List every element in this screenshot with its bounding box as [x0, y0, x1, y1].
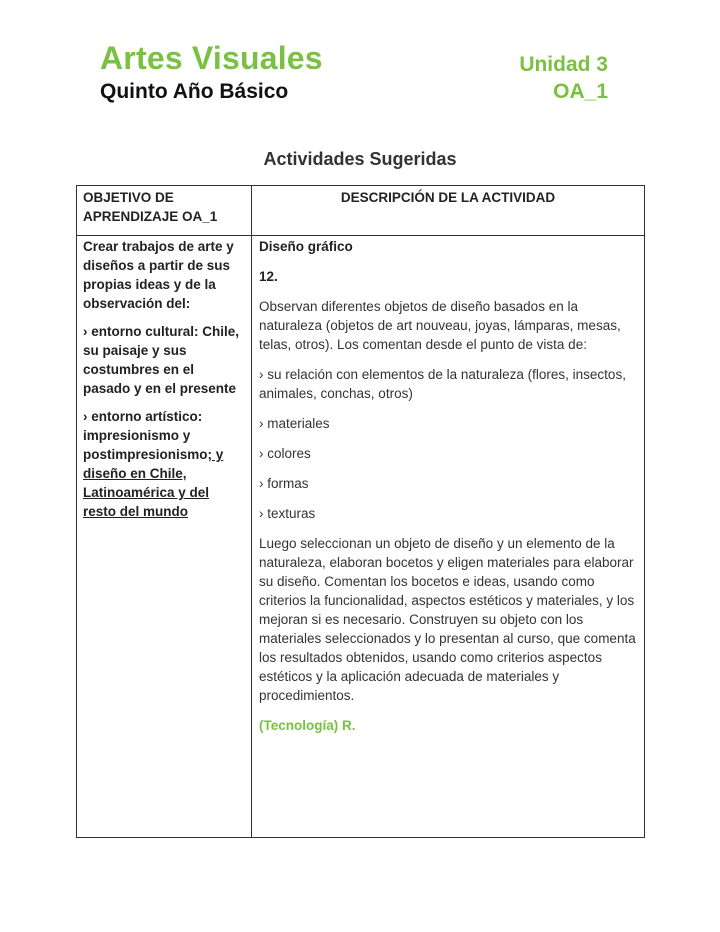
objective-header-line2: APRENDIZAJE OA_1 — [83, 209, 218, 224]
activity-body: Luego seleccionan un objeto de diseño y un elemento de la naturaleza, elaboran bocetos y eligen materiales para elaborar su diseño. Comentan los bocetos e ideas, usando como criterios la funcionalidad, aspectos estéticos y materiales, y los mejoran si es necesario. Construyen su objeto con los materiales seleccionados y lo presentan al curso, que comenta los resultados obtenidos, usando como criterios aspectos estéticos y la aplicación adecuada de materiales y procedimientos. — [259, 536, 636, 703]
list-item: › colores — [259, 446, 311, 461]
objective-artistic-underlined: ; y diseño en Chile, Latinoamérica y del resto del mundo — [83, 447, 224, 519]
objective-cell — [77, 236, 252, 838]
activity-intro: Observan diferentes objetos de diseño basados en la naturaleza (objetos de art nouveau, joyas, lámparas, mesas, telas, otros). Los comentan desde el punto de vista de: — [259, 299, 621, 352]
objective-cultural: › entorno cultural: Chile, su paisaje y sus costumbres en el pasado y en el presente — [83, 324, 240, 396]
objective-artistic — [83, 407, 245, 521]
list-item: › su relación con elementos de la naturaleza (flores, insectos, animales, conchas, otros) — [259, 367, 626, 401]
description-header-text: DESCRIPCIÓN DE LA ACTIVIDAD — [340, 190, 556, 205]
objective-artistic-text: › entorno artístico: impresionismo y postimpresionismo — [83, 409, 208, 462]
objective-column-header — [77, 186, 252, 236]
activity-title: Diseño gráfico — [259, 239, 353, 254]
table-header-row — [77, 186, 645, 236]
section-title: Actividades Sugeridas — [263, 149, 457, 169]
table-row — [77, 236, 645, 838]
list-item: › texturas — [259, 506, 316, 521]
activity-note: (Tecnología) R. — [259, 718, 356, 733]
list-item: › formas — [259, 476, 309, 491]
objective-header-line1: OBJETIVO DE — [83, 190, 174, 205]
activity-number: 12. — [259, 269, 278, 284]
activity-cell — [252, 236, 645, 838]
activities-table — [76, 185, 645, 838]
subject-title: Artes Visuales — [100, 40, 323, 76]
oa-label: OA_1 — [553, 80, 608, 103]
description-column-header — [252, 186, 645, 236]
list-item: › materiales — [259, 416, 330, 431]
objective-intro: Crear trabajos de arte y diseños a partir de sus propias ideas y de la observación del: — [83, 239, 234, 311]
grade-label: Quinto Año Básico — [100, 80, 289, 103]
unit-label: Unidad 3 — [519, 53, 608, 76]
